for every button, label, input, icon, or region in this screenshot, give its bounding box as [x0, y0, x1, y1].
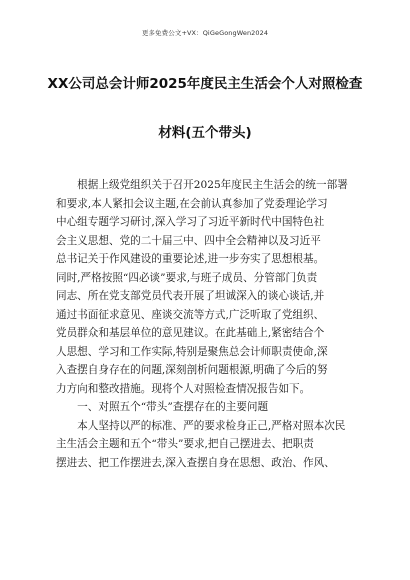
body-line: 中心组专题学习研讨,深入学习了习近平新时代中国特色社	[56, 216, 325, 228]
header-promo-note: 更多免费公文+VX：QiGeGongWen2024	[141, 29, 269, 37]
body-line: 同志、所在党支部党员代表开展了坦诚深入的谈心谈话,并	[56, 290, 325, 302]
body-line: 力方向和整改措施。现将个人对照检查情况报告如下。	[56, 382, 311, 395]
body-line: 入查摆自身存在的问题,深刻剖析问题根源,明确了今后的努	[56, 364, 328, 376]
body-line: 总书记关于作风建设的重要论述,进一步夯实了思想根基。	[56, 253, 325, 265]
body-line: 主生活会主题和五个“带头”要求,把自己摆进去、把职责	[56, 438, 314, 450]
document-title-line-2: 材料(五个带头)	[158, 125, 252, 141]
body-line: 摆进去、把工作摆进去,深入查摆自身在思想、政治、作风、	[56, 456, 335, 469]
body-line: 人思想、学习和工作实际,特别是聚焦总会计师职责使命,深	[56, 345, 328, 358]
body-line: 通过书面征求意见、座谈交流等方式,广泛听取了党组织、	[56, 308, 325, 321]
document-body	[56, 176, 356, 472]
body-line: 党员群众和基层单位的意见建议。在此基础上,紧密结合个	[56, 327, 325, 339]
body-line: 本人坚持以严的标准、严的要求检身正己,严格对照本次民	[56, 419, 346, 432]
section-heading: 一、对照五个“带头”查摆存在的主要问题	[56, 401, 269, 413]
body-line: 会主义思想、党的二十届三中、四中全会精神以及习近平	[56, 234, 321, 247]
body-line: 和要求,本人紧扣会议主题,在会前认真参加了党委理论学习	[56, 197, 328, 210]
document-title-line-1: XX公司总会计师2025年度民主生活会个人对照检查	[47, 76, 363, 92]
body-line: 同时,严格按照“四必谈”要求,与班子成员、分管部门负责	[56, 271, 318, 284]
body-line: 根据上级党组织关于召开2025年度民主生活会的统一部署	[56, 179, 348, 191]
